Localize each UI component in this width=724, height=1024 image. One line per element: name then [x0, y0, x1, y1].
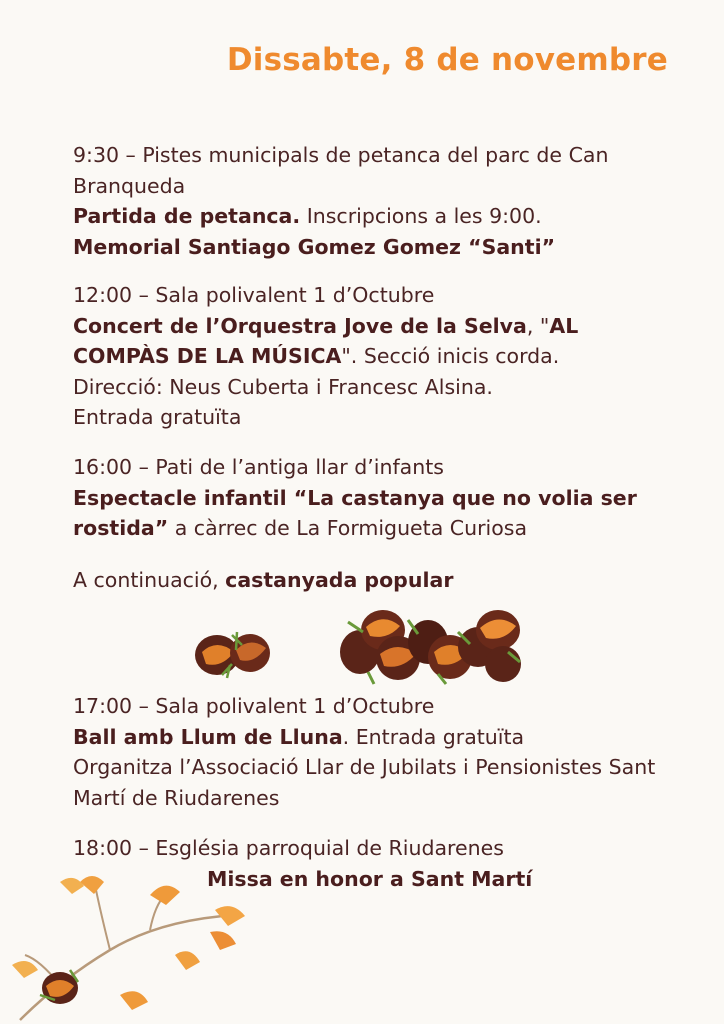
event-time-location: 12:00 – Sala polivalent 1 d’Octubre [73, 283, 435, 307]
event-detail: ". Secció inicis corda. [341, 344, 560, 368]
event-punct: , " [526, 313, 550, 338]
chestnut-cluster-icon [338, 602, 528, 687]
event-description [73, 201, 673, 232]
event-description [73, 722, 673, 753]
event-subtitle: Memorial Santiago Gomez Gomez “Santi” [73, 234, 556, 259]
event-organizer: Organitza l’Associació Llar de Jubilats i Pensionistes Sant Martí de Riudarenes [73, 755, 656, 810]
event-subtitle: AL COMPÀS DE LA MÚSICA [73, 313, 579, 368]
event-title: Missa en honor a Sant Martí [207, 866, 533, 891]
event-title: Partida de petanca. [73, 204, 301, 228]
event-title: Espectacle infantil “La castanya que no volia ser rostida” [73, 485, 637, 540]
event-time-location: 17:00 – Sala polivalent 1 d’Octubre [73, 694, 435, 718]
event-castanyada [73, 565, 673, 596]
ginkgo-branch-icon [0, 870, 260, 1024]
page-title: Dissabte, 8 de novembre [226, 42, 668, 78]
event-petanca [73, 140, 673, 262]
event-detail: Inscripcions a les 9:00. [300, 204, 542, 228]
event-detail: a càrrec de La Formigueta Curiosa [168, 516, 528, 540]
event-title: Ball amb Llum de Lluna [73, 724, 343, 749]
event-price: Entrada gratuïta [73, 405, 242, 429]
event-title: Concert de l’Orquestra Jove de la Selva [73, 313, 527, 338]
chestnut-small-icon [192, 620, 282, 685]
event-description [73, 311, 673, 372]
event-time-location: 18:00 – Església parroquial de Riudarenes [73, 836, 504, 860]
event-time-location: 16:00 – Pati de l’antiga llar d’infants [73, 455, 444, 479]
event-description [73, 483, 673, 544]
event-ball [73, 691, 673, 813]
event-detail: . Entrada gratuïta [342, 724, 525, 749]
event-concert [73, 280, 673, 433]
event-direction: Direcció: Neus Cuberta i Francesc Alsina. [73, 374, 493, 399]
event-time-location: 9:30 – Pistes municipals de petanca del parc de Can Branqueda [73, 143, 609, 198]
event-title: castanyada popular [225, 568, 454, 592]
event-espectacle [73, 452, 673, 544]
event-intro: A continuació, [73, 568, 226, 592]
